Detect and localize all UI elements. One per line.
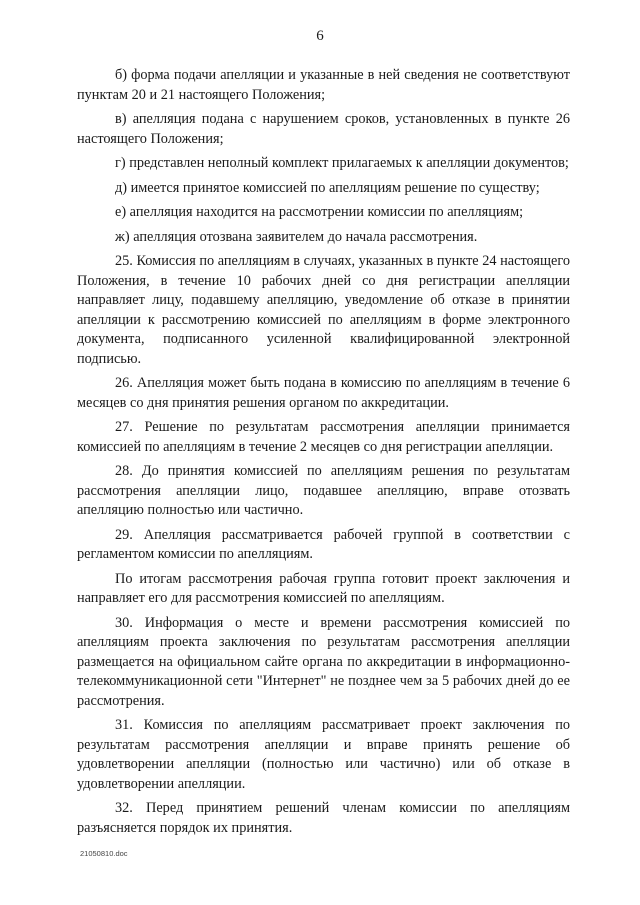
paragraph-31: 31. Комиссия по апелляциям рассматривает проект заключения по результатам рассмотрения апелляции и вправе принять решение об удовлетворении апелляции (полностью или частично) или об отказе в удовлетворении апелляции. xyxy=(77,717,570,792)
paragraph-26: 26. Апелляция может быть подана в комиссию по апелляциям в течение 6 месяцев со дня принятия решения органом по аккредитации. xyxy=(77,375,570,411)
paragraph-30: 30. Информация о месте и времени рассмотрения комиссией по апелляциям проекта заключения по результатам рассмотрения апелляции размещается на официальном сайте органа по аккредитации в информационно-телекоммуникационной сети "Интернет" не позднее чем за 5 рабочих дней до ее рассмотрения. xyxy=(77,614,570,709)
paragraph-item-zh: ж) апелляция отозвана заявителем до начала рассмотрения. xyxy=(115,228,478,245)
footer-filename: 21050810.doc xyxy=(80,849,128,858)
page-number: 6 xyxy=(316,28,324,44)
paragraph-29: 29. Апелляция рассматривается рабочей группой в соответствии с регламентом комиссии по апелляциям. xyxy=(77,526,570,562)
paragraph-32: 32. Перед принятием решений членам комиссии по апелляциям разъясняется порядок их принятия. xyxy=(77,800,570,836)
paragraph-item-v: в) апелляция подана с нарушением сроков, установленных в пункте 26 настоящего Положения; xyxy=(77,111,570,147)
document-body xyxy=(77,66,570,843)
paragraph-28: 28. До принятия комиссией по апелляциям решения по результатам рассмотрения апелляции лицо, подавшее апелляцию, вправе отозвать апелляцию полностью или частично. xyxy=(77,463,570,518)
paragraph-item-b: б) форма подачи апелляции и указанные в ней сведения не соответствуют пунктам 20 и 21 настоящего Положения; xyxy=(77,67,570,103)
paragraph-item-d: д) имеется принятое комиссией по апелляциям решение по существу; xyxy=(115,179,540,196)
paragraph-27: 27. Решение по результатам рассмотрения апелляции принимается комиссией по апелляциям в течение 2 месяцев со дня регистрации апелляции. xyxy=(77,419,570,455)
paragraph-item-e: е) апелляция находится на рассмотрении комиссии по апелляциям; xyxy=(115,204,524,220)
paragraph-25: 25. Комиссия по апелляциям в случаях, указанных в пункте 24 настоящего Положения, в течение 10 рабочих дней со дня регистрации апелляции направляет лицу, подавшему апелляцию, уведомление об отказе в принятии апелляции к рассмотрению комиссией по апелляциям в форме электронного документа, подписанного усиленной квалифицированной электронной подписью. xyxy=(77,253,570,367)
paragraph-29-continued: По итогам рассмотрения рабочая группа готовит проект заключения и направляет его для рассмотрения комиссией по апелляциям. xyxy=(77,570,570,606)
paragraph-item-g: г) представлен неполный комплект прилагаемых к апелляции документов; xyxy=(115,155,569,171)
